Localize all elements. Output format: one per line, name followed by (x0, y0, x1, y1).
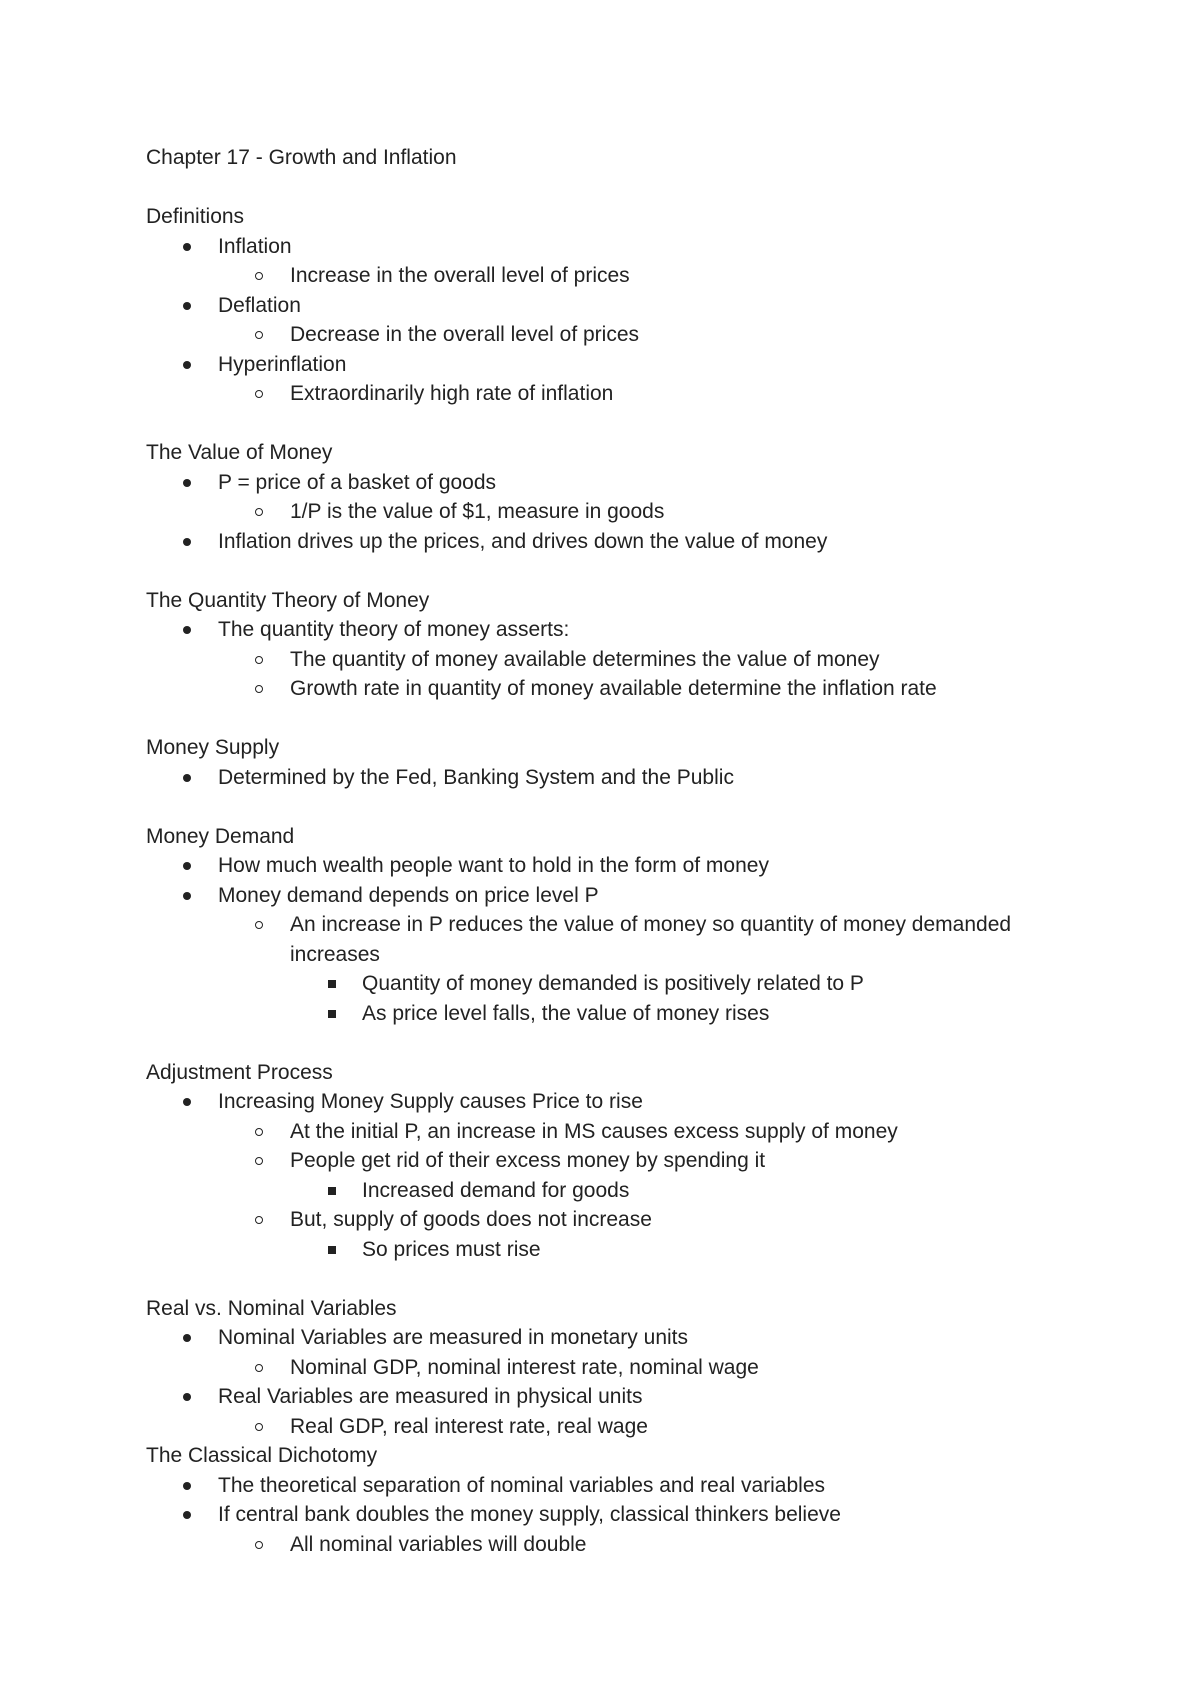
hollow-bullet-icon (255, 1541, 263, 1549)
square-bullet-icon (328, 1010, 336, 1018)
list-item (146, 350, 1106, 409)
section (146, 733, 1106, 792)
list-item-text: Inflation (218, 234, 292, 258)
sub-list-item (218, 1353, 1106, 1383)
bullet-list (146, 232, 1106, 409)
list-item-text: All nominal variables will double (290, 1532, 587, 1556)
square-bullet-icon (328, 1246, 336, 1254)
sub-list-item (218, 910, 1106, 1028)
list-item (146, 1471, 1106, 1501)
section-heading: Money Demand (146, 824, 295, 848)
section (146, 822, 1106, 1029)
list-item (146, 1087, 1106, 1264)
sub-list-item (218, 320, 1106, 350)
list-item-text: The quantity theory of money asserts: (218, 618, 570, 641)
nested-bullet-list (218, 1412, 1106, 1442)
list-item-text: An increase in P reduces the value of money so quantity of money demanded increases (290, 913, 1012, 966)
list-item-text: But, supply of goods does not increase (290, 1208, 652, 1231)
hollow-bullet-icon (255, 331, 263, 339)
section-heading: Definitions (146, 205, 245, 228)
list-item-text: Extraordinarily high rate of inflation (290, 382, 614, 405)
nested-bullet-list (290, 1176, 1106, 1206)
bullet-list (146, 1471, 1106, 1560)
nested-bullet-list (218, 1117, 1106, 1265)
filled-bullet-icon (183, 774, 191, 782)
filled-bullet-icon (183, 1393, 191, 1401)
list-item (146, 291, 1106, 350)
list-item (146, 615, 1106, 704)
section-heading: The Quantity Theory of Money (146, 588, 430, 612)
hollow-bullet-icon (255, 1157, 263, 1165)
sub-list-item (218, 1205, 1106, 1264)
list-item-text: Real Variables are measured in physical units (218, 1385, 643, 1408)
list-item (146, 881, 1106, 1029)
list-item-text: So prices must rise (362, 1237, 541, 1261)
nested-bullet-list (218, 645, 1106, 704)
square-bullet-icon (328, 1187, 336, 1195)
list-item-text: Deflation (218, 293, 301, 317)
filled-bullet-icon (183, 626, 191, 634)
square-bullet-icon (328, 980, 336, 988)
bullet-list (146, 468, 1106, 557)
document-title: Chapter 17 - Growth and Inflation (146, 146, 457, 169)
filled-bullet-icon (183, 1098, 191, 1106)
filled-bullet-icon (183, 538, 191, 546)
list-item-text: Real GDP, real interest rate, real wage (290, 1414, 648, 1438)
section (146, 202, 1106, 409)
list-item-text: If central bank doubles the money supply, classical thinkers believe (218, 1503, 841, 1526)
sections-container (146, 202, 1106, 1559)
sub-sub-list-item (290, 1176, 1106, 1206)
bullet-list (146, 615, 1106, 704)
bullet-list (146, 851, 1106, 1028)
list-item-text: Hyperinflation (218, 352, 347, 376)
list-item (146, 763, 1106, 793)
hollow-bullet-icon (255, 1128, 263, 1136)
list-item-text: Increased demand for goods (362, 1178, 630, 1202)
sub-sub-list-item (290, 999, 1106, 1029)
sub-list-item (218, 1530, 1106, 1560)
list-item-text: 1/P is the value of $1, measure in goods (290, 500, 665, 523)
list-item-text: Quantity of money demanded is positively related to P (362, 972, 864, 995)
list-item-text: How much wealth people want to hold in the form of money (218, 854, 769, 877)
nested-bullet-list (218, 1353, 1106, 1383)
list-item (146, 468, 1106, 527)
hollow-bullet-icon (255, 685, 263, 693)
list-item-text: Inflation drives up the prices, and drives down the value of money (218, 529, 828, 553)
filled-bullet-icon (183, 892, 191, 900)
filled-bullet-icon (183, 1334, 191, 1342)
list-item (146, 1323, 1106, 1382)
list-item-text: P = price of a basket of goods (218, 470, 497, 494)
hollow-bullet-icon (255, 1216, 263, 1224)
sub-list-item (218, 645, 1106, 675)
nested-bullet-list (218, 320, 1106, 350)
nested-bullet-list (218, 497, 1106, 527)
nested-bullet-list (218, 1530, 1106, 1560)
list-item-text: At the initial P, an increase in MS causes excess supply of money (290, 1119, 898, 1143)
nested-bullet-list (218, 261, 1106, 291)
section-heading: The Value of Money (146, 441, 333, 464)
hollow-bullet-icon (255, 390, 263, 398)
sub-list-item (218, 1412, 1106, 1442)
section-heading: The Classical Dichotomy (146, 1444, 378, 1467)
filled-bullet-icon (183, 1482, 191, 1490)
list-item (146, 1382, 1106, 1441)
bullet-list (146, 1087, 1106, 1264)
list-item-text: Nominal Variables are measured in monetary units (218, 1326, 688, 1349)
nested-bullet-list (290, 969, 1106, 1028)
section (146, 586, 1106, 704)
section-heading: Adjustment Process (146, 1060, 333, 1084)
hollow-bullet-icon (255, 921, 263, 929)
filled-bullet-icon (183, 302, 191, 310)
bullet-list (146, 1323, 1106, 1441)
sub-list-item (218, 1146, 1106, 1205)
sub-list-item (218, 497, 1106, 527)
section-heading: Real vs. Nominal Variables (146, 1296, 397, 1320)
list-item-text: Decrease in the overall level of prices (290, 323, 640, 346)
list-item (146, 851, 1106, 881)
hollow-bullet-icon (255, 508, 263, 516)
section (146, 1441, 1106, 1559)
list-item (146, 1500, 1106, 1559)
section (146, 1058, 1106, 1265)
list-item-text: Increasing Money Supply causes Price to rise (218, 1090, 643, 1113)
list-item-text: Growth rate in quantity of money available determine the inflation rate (290, 677, 937, 700)
sub-list-item (218, 1117, 1106, 1147)
document-body (146, 143, 1106, 1559)
hollow-bullet-icon (255, 272, 263, 280)
nested-bullet-list (218, 379, 1106, 409)
list-item-text: Nominal GDP, nominal interest rate, nominal wage (290, 1355, 759, 1379)
list-item-text: Determined by the Fed, Banking System and the Public (218, 765, 734, 789)
list-item-text: People get rid of their excess money by spending it (290, 1149, 766, 1172)
sub-list-item (218, 379, 1106, 409)
sub-sub-list-item (290, 969, 1106, 999)
bullet-list (146, 763, 1106, 793)
list-item-text: As price level falls, the value of money rises (362, 1001, 770, 1025)
section (146, 1294, 1106, 1442)
list-item-text: Increase in the overall level of prices (290, 264, 630, 287)
filled-bullet-icon (183, 243, 191, 251)
sub-list-item (218, 261, 1106, 291)
list-item-text: Money demand depends on price level P (218, 883, 599, 907)
sub-list-item (218, 674, 1106, 704)
hollow-bullet-icon (255, 1423, 263, 1431)
list-item-text: The quantity of money available determines the value of money (290, 647, 880, 671)
sub-sub-list-item (290, 1235, 1106, 1265)
list-item-text: The theoretical separation of nominal variables and real variables (218, 1473, 826, 1497)
filled-bullet-icon (183, 1511, 191, 1519)
filled-bullet-icon (183, 862, 191, 870)
hollow-bullet-icon (255, 656, 263, 664)
nested-bullet-list (290, 1235, 1106, 1265)
section (146, 438, 1106, 556)
list-item (146, 232, 1106, 291)
section-heading: Money Supply (146, 736, 280, 759)
filled-bullet-icon (183, 479, 191, 487)
filled-bullet-icon (183, 361, 191, 369)
hollow-bullet-icon (255, 1364, 263, 1372)
nested-bullet-list (218, 910, 1106, 1028)
list-item (146, 527, 1106, 557)
